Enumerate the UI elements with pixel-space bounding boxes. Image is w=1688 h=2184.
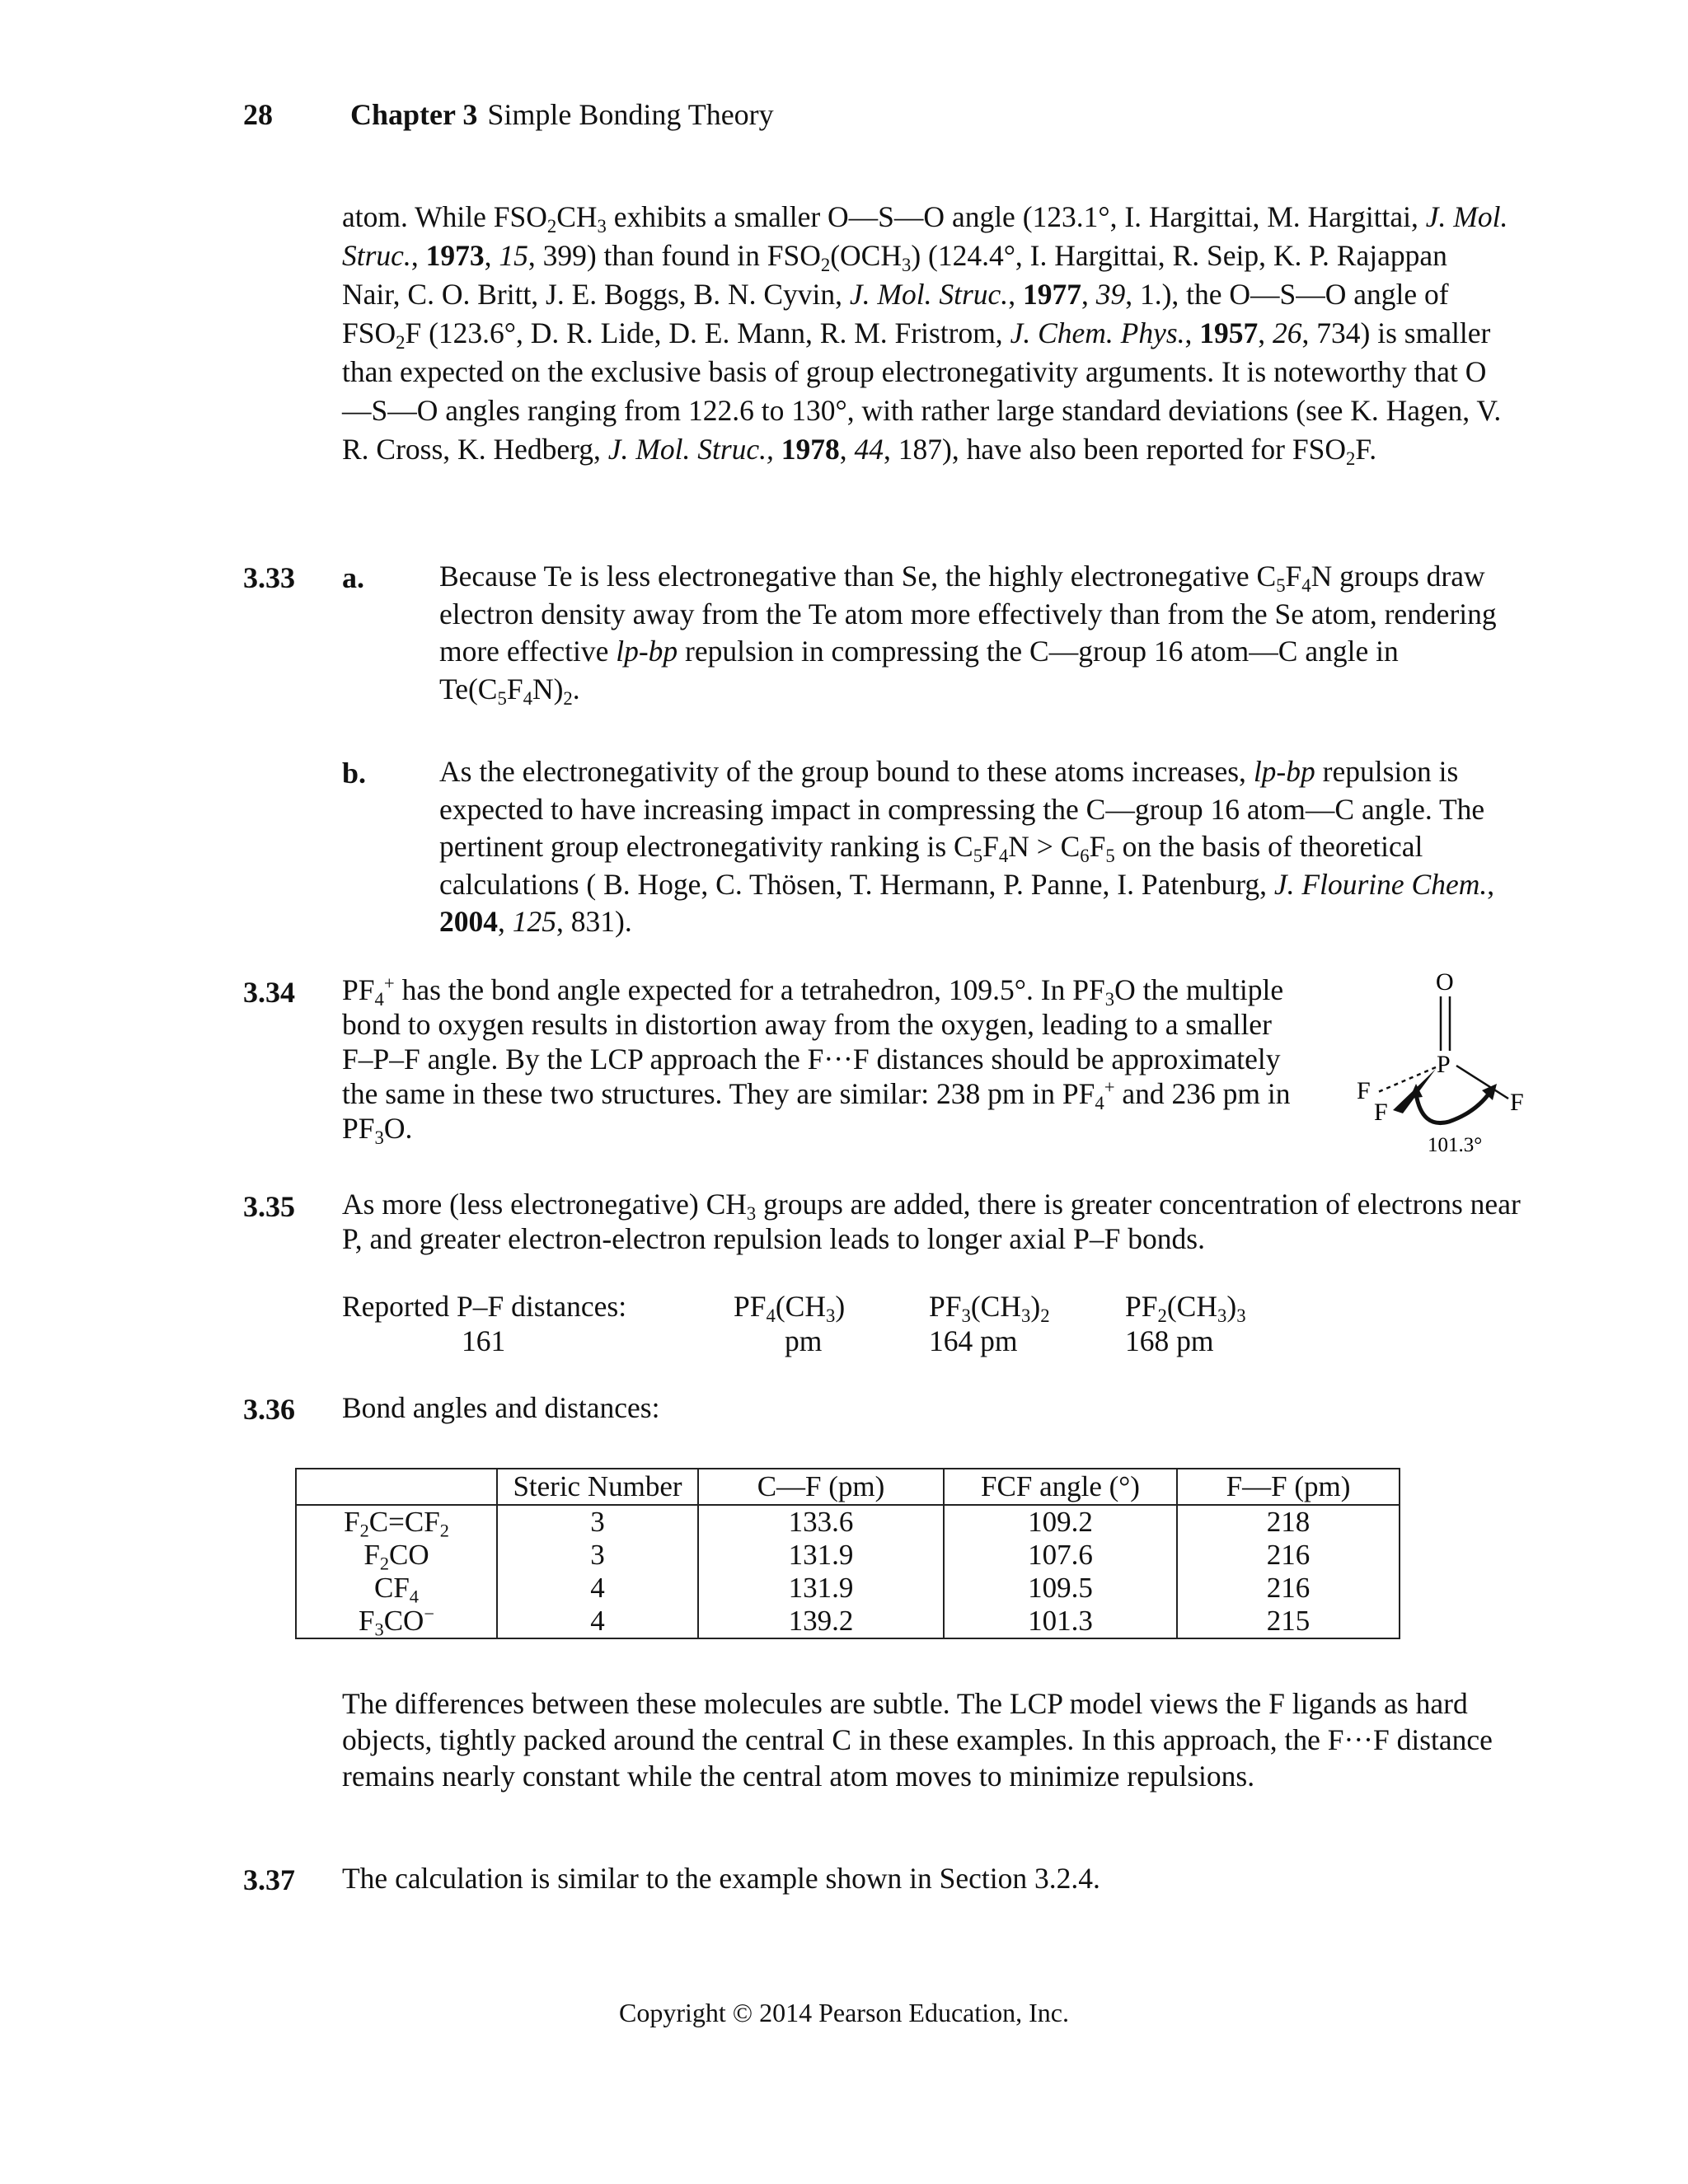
chapter-label: Chapter 3 bbox=[350, 98, 478, 131]
angle-arc bbox=[1416, 1092, 1490, 1123]
table-row bbox=[296, 1539, 1400, 1572]
page-number: 28 bbox=[243, 98, 273, 131]
distance-value-161: 161 bbox=[462, 1324, 506, 1357]
compound-pf3ch3-2: $PF_3(CH_3)_2$ bbox=[929, 1290, 1050, 1326]
copyright-footer: Copyright © 2014 Pearson Education, Inc. bbox=[619, 1998, 1069, 2027]
formula-te-c5f4n-2: $Te(C_5F_4N)_2$ bbox=[439, 672, 573, 709]
reported-distances-label: Reported P–F distances: bbox=[342, 1290, 627, 1323]
oxygen-atom-label: O bbox=[1436, 968, 1454, 996]
table-cell: 3 bbox=[497, 1539, 698, 1572]
formula-pf4-plus: $PF_4^+$ bbox=[342, 972, 395, 1010]
table-row bbox=[296, 1605, 1400, 1638]
problem-number-3-35: 3.35 bbox=[243, 1190, 295, 1223]
answer-3-33-b: As the electronegativity of the group bound to these atoms increases, lp-bp repulsion is expected to have increasing impact in compressing the C—group 16 atom—C angle. The pertinent group electronegativity ranking is $C_5F_4N > C_6F_5$ on the basis of theoretical calculations ( B. Hoge, C. Thösen, T. Hermann, P. Panne, I. Patenburg, J. Flourine Chem., 2004, 125, 831). bbox=[439, 755, 1495, 938]
formula-pf4-plus-2: $PF_4^+$ bbox=[1062, 1076, 1115, 1113]
table-header-cell: FCF angle (°) bbox=[944, 1469, 1177, 1505]
table-cell: 133.6 bbox=[698, 1505, 944, 1539]
table-cell: 131.9 bbox=[698, 1572, 944, 1605]
table-cell: 216 bbox=[1177, 1572, 1400, 1605]
formula-fso2f: $FSO_2F$ bbox=[342, 316, 422, 353]
part-label-a: a. bbox=[342, 561, 364, 594]
table-cell: 218 bbox=[1177, 1505, 1400, 1539]
table-row bbox=[296, 1505, 1400, 1539]
part-label-b: b. bbox=[342, 757, 367, 790]
formula-fso2och3: $FSO_2(OCH_3)$ bbox=[767, 239, 921, 275]
problem-number-3-37: 3.37 bbox=[243, 1863, 295, 1896]
table-cell: 4 bbox=[497, 1572, 698, 1605]
angle-label: 101.3° bbox=[1428, 1134, 1483, 1156]
chapter-heading bbox=[350, 97, 774, 132]
distance-pf3ch3-2: 164 pm bbox=[929, 1324, 1018, 1357]
table-cell: 4 bbox=[497, 1605, 698, 1638]
table-cell: 216 bbox=[1177, 1539, 1400, 1572]
table-cell: 109.2 bbox=[944, 1505, 1177, 1539]
compound-pf4ch3: $PF_4(CH_3)$ bbox=[734, 1290, 846, 1326]
problem-number-3-36: 3.36 bbox=[243, 1393, 295, 1426]
table-cell-molecule: $CF_4$ bbox=[296, 1572, 497, 1605]
right-bond bbox=[1456, 1066, 1508, 1099]
distance-pf2ch3-3: 168 pm bbox=[1125, 1324, 1214, 1357]
bond-angles-heading: Bond angles and distances: bbox=[342, 1391, 660, 1424]
answer-3-36-discussion: The differences between these molecules are subtle. The LCP model views the F ligands as hard objects, tightly packed around the central C in these examples. In this approach, the F···F distance remains nearly constant while the central atom moves to minimize repulsions. bbox=[342, 1687, 1493, 1793]
table-header-row bbox=[296, 1469, 1400, 1505]
table-cell-molecule: $F_3CO^-$ bbox=[296, 1605, 497, 1638]
answer-3-35: As more (less electronegative) $CH_3$ groups are added, there is greater concentration of electrons near P, and greater electron-electron repulsion leads to longer axial P–F bonds. bbox=[342, 1188, 1521, 1255]
table-cell: 139.2 bbox=[698, 1605, 944, 1638]
phosphorus-atom-label: P bbox=[1437, 1051, 1451, 1078]
table-header-cell bbox=[296, 1469, 497, 1505]
table-header-cell: F—F (pm) bbox=[1177, 1469, 1400, 1505]
formula-fso2f-2: $FSO_2F$ bbox=[1292, 433, 1370, 469]
formula-fso2ch3: $FSO_2CH_3$ bbox=[493, 200, 607, 237]
table-cell-molecule: $F_2CO$ bbox=[296, 1539, 497, 1572]
fluorine-front-label: F bbox=[1374, 1099, 1388, 1126]
chapter-title: Simple Bonding Theory bbox=[487, 98, 774, 131]
pf3o-structure-diagram bbox=[1343, 960, 1550, 1162]
formula-ranking: $C_5F_4N > C_6F_5$ bbox=[954, 830, 1115, 866]
table-cell: 3 bbox=[497, 1505, 698, 1539]
fluorine-right-label: F bbox=[1510, 1089, 1524, 1116]
fluorine-back-label: F bbox=[1357, 1077, 1371, 1104]
distance-pf4ch3: pm bbox=[785, 1324, 823, 1357]
table-cell: 107.6 bbox=[944, 1539, 1177, 1572]
table-cell: 109.5 bbox=[944, 1572, 1177, 1605]
compound-pf2ch3-3: $PF_2(CH_3)_3$ bbox=[1125, 1290, 1246, 1326]
answer-3-34: $PF_4^+$ has the bond angle expected for a tetrahedron, 109.5°. In $PF_3O$ the multiple bond to oxygen results in distortion away from the oxygen, leading to a smaller F–P–F angle. By the LCP approach the F···F distances should be approximately the same in these two structures. They are similar: 238 pm in $PF_4^+$ and 236 pm in $PF_3O$. bbox=[342, 972, 1291, 1148]
table-cell: 215 bbox=[1177, 1605, 1400, 1638]
table-cell: 131.9 bbox=[698, 1539, 944, 1572]
table-cell: 101.3 bbox=[944, 1605, 1177, 1638]
bond-data-table bbox=[295, 1468, 1400, 1639]
table-row bbox=[296, 1572, 1400, 1605]
table-header-cell: C—F (pm) bbox=[698, 1469, 944, 1505]
formula-c5f4n: $C_5F_4N$ bbox=[1256, 560, 1333, 596]
problem-number-3-33: 3.33 bbox=[243, 561, 295, 594]
table-header-cell: Steric Number bbox=[497, 1469, 698, 1505]
answer-3-37: The calculation is similar to the example shown in Section 3.2.4. bbox=[342, 1862, 1100, 1895]
problem-number-3-34: 3.34 bbox=[243, 976, 295, 1009]
table-cell-molecule: $F_2C=CF_2$ bbox=[296, 1505, 497, 1539]
answer-3-33-a: Because Te is less electronegative than Se, the highly electronegative $C_5F_4N$ groups draw electron density away from the Te atom more effectively than from the Se atom, rendering more effective lp-bp repulsion in compressing the C—group 16 atom—C angle in $Te(C_5F_4N)_2$. bbox=[439, 560, 1497, 709]
continuation-paragraph: atom. While $FSO_2CH_3$ exhibits a smaller O—S—O angle (123.1°, I. Hargittai, M. Hargittai, J. Mol. Struc., 1973, 15, 399) than found in $FSO_2(OCH_3)$ (124.4°, I. Hargittai, R. Seip, K. P. Rajappan Nair, C. O. Britt, J. E. Boggs, B. N. Cyvin, J. Mol. Struc., 1977, 39, 1.), the O—S—O angle of $FSO_2F$ (123.6°, D. R. Lide, D. E. Mann, R. M. Fristrom, J. Chem. Phys., 1957, 26, 734) is smaller than expected on the exclusive basis of group electronegativity arguments. It is noteworthy that O—S—O angles ranging from 122.6 to 130°, with rather large standard deviations (see K. Hagen, V. R. Cross, K. Hedberg, J. Mol. Struc., 1978, 44, 187), have also been reported for $FSO_2F$. bbox=[342, 200, 1508, 469]
